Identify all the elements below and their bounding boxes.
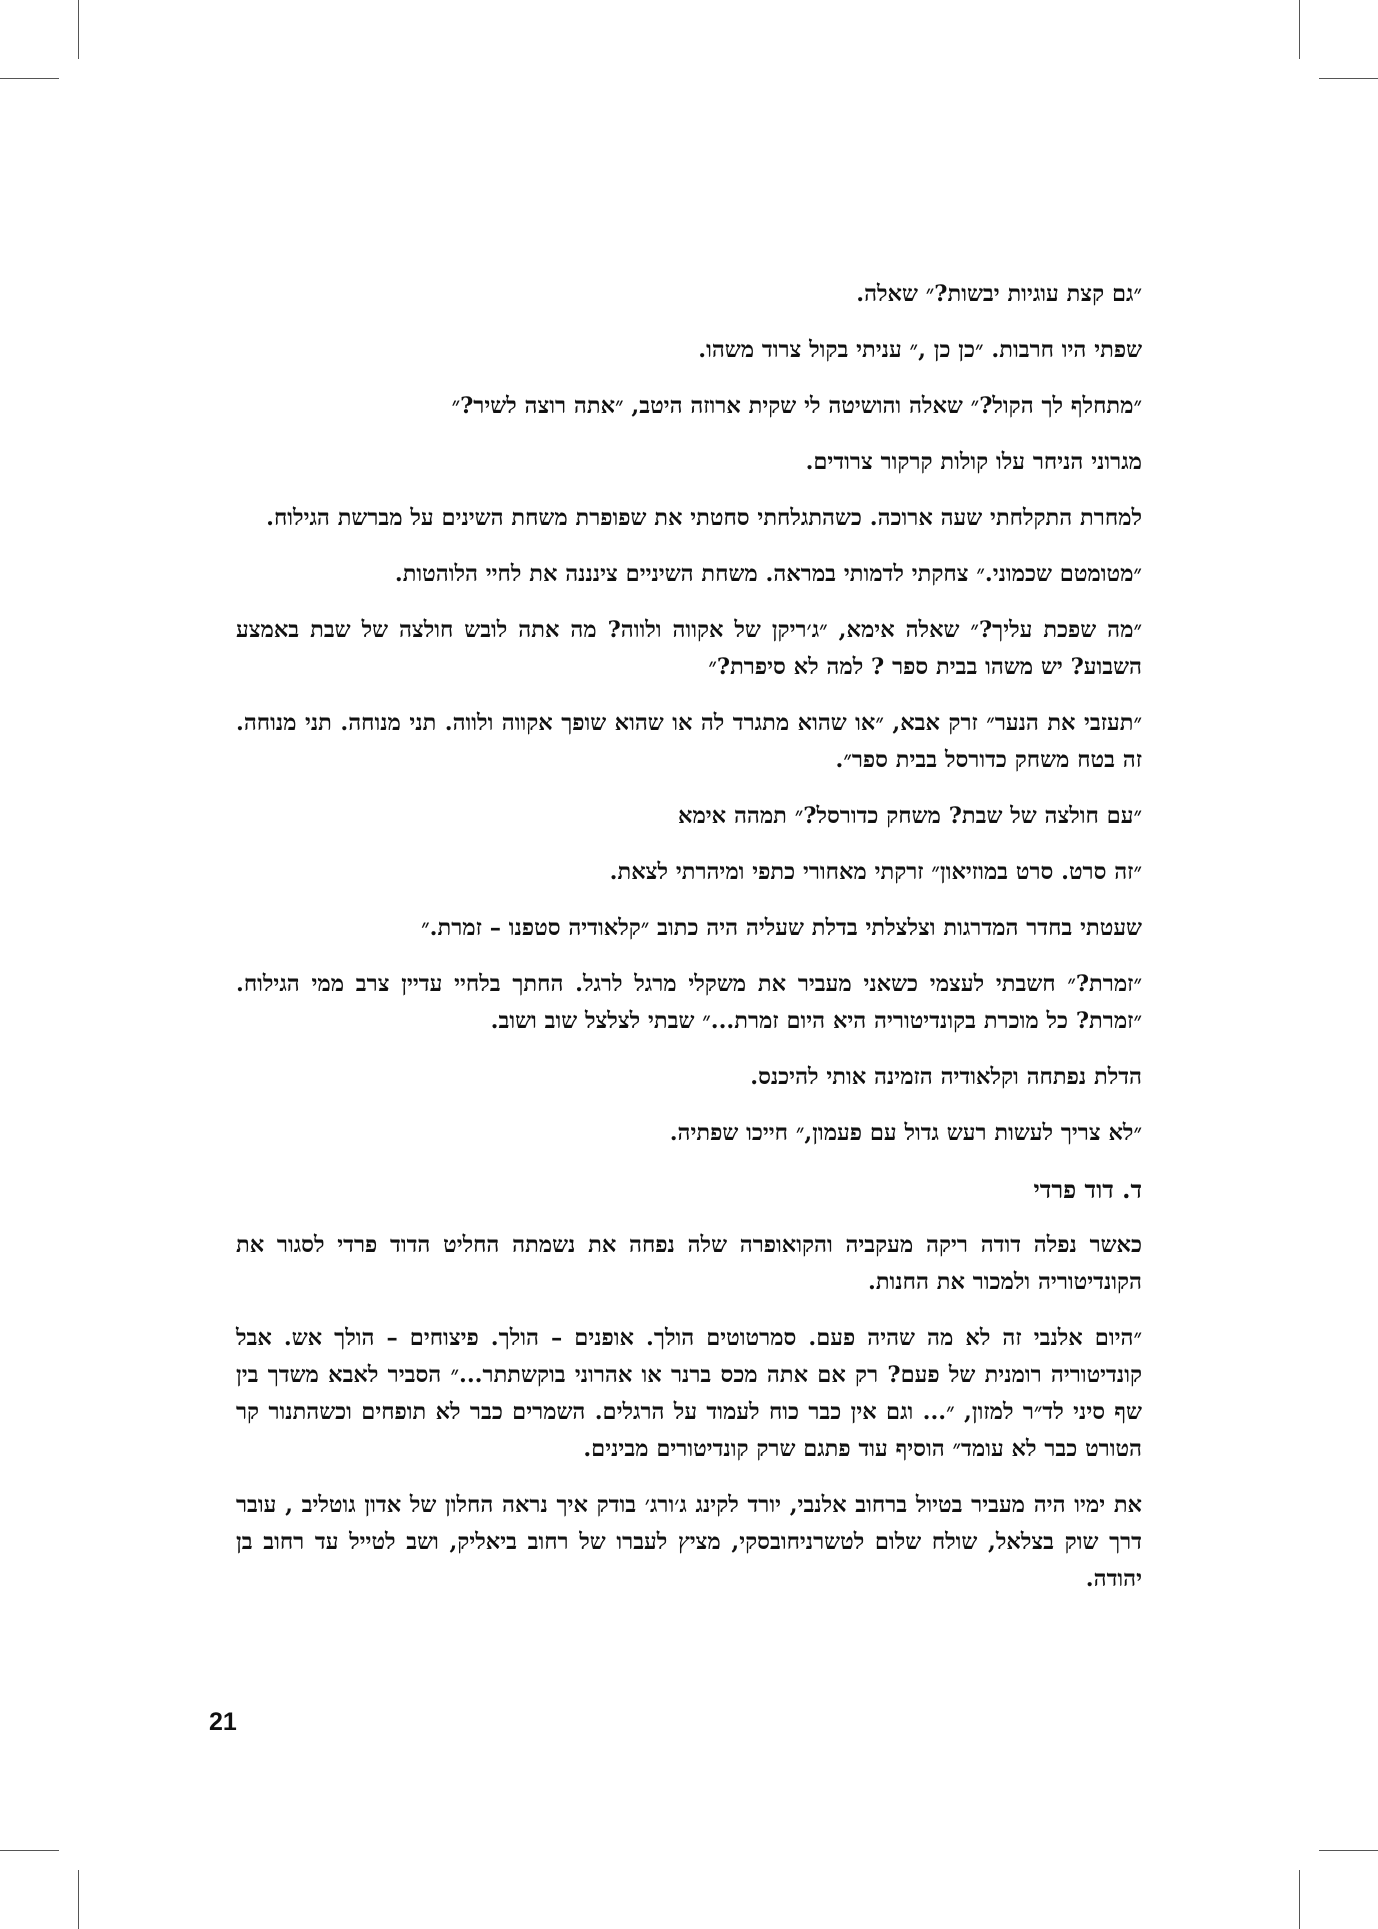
section-heading: ד. דוד פרדי: [1033, 1175, 1142, 1204]
page-number: 21: [209, 1708, 237, 1736]
paragraph: את ימיו היה מעביר בטיול ברחוב אלנבי, יורד לקינג ג׳ורג׳ בודק איך נראה החלון של אדון גוטליב , עובר דרך שוק בצלאל, שולח שלום לטשרניחובסקי, מציץ לעברו של רחוב ביאליק, ושב לטייל עד רחוב בן יהודה.: [236, 1492, 1142, 1592]
crop-mark-top-right: [1299, 0, 1300, 59]
paragraph: הדלת נפתחה וקלאודיה הזמינה אותי להיכנס.: [750, 1064, 1142, 1090]
paragraph: למחרת התקלחתי שעה ארוכה. כשהתגלחתי סחטתי את שפופרת משחת השינים על מברשת הגילוח.: [266, 505, 1142, 531]
paragraph: ״תעזבי את הנער״ זרק אבא, ״או שהוא מתגרד לה או שהוא שופך אקווה ולווה. תני מנוחה. תני מנוחה. זה בטח משחק כדורסל בבית ספר״.: [236, 710, 1142, 773]
paragraph: כאשר נפלה דודה ריקה מעקביה והקואופרה שלה נפחה את נשמתה החליט הדוד פרדי לסגור את הקונדיטוריה ולמכור את החנות.: [236, 1232, 1142, 1295]
crop-mark-bottom-left: [78, 1870, 79, 1929]
paragraph: ״זה סרט. סרט במוזיאון״ זרקתי מאחורי כתפי ומיהרתי לצאת.: [609, 859, 1142, 885]
paragraph: מגרוני הניחר עלו קולות קרקור צרודים.: [805, 449, 1142, 475]
paragraph: ״גם קצת עוגיות יבשות?״ שאלה.: [856, 281, 1142, 307]
crop-mark-top-left: [78, 0, 79, 59]
paragraph: ״לא צריך לעשות רעש גדול עם פעמון,״ חייכו שפתיה.: [669, 1120, 1142, 1146]
paragraph: ״מתחלף לך הקול?״ שאלה והושיטה לי שקית ארוזה היטב, ״אתה רוצה לשיר?״: [451, 393, 1142, 419]
paragraph: ״היום אלנבי זה לא מה שהיה פעם. סמרטוטים הולך. אופנים – הולך. פיצוחים – הולך אש. אבל קונדיטוריה רומנית של פעם? רק אם אתה מכס ברנר או אהרוני בוקשתתר...״ הסביר לאבא משדך בין שף סיני לד״ר למזון, ״... וגם אין כבר כוח לעמוד על הרגלים. השמרים כבר לא תופחים וכשהתנור קר הטורט כבר לא עומד״ הוסיף עוד פתגם שרק קונדיטורים מבינים.: [236, 1325, 1142, 1462]
crop-mark-top-right-h: [1319, 78, 1378, 79]
crop-mark-bottom-right-h: [1319, 1850, 1378, 1851]
paragraph: ״מה שפכת עליך?״ שאלה אימא, ״ג׳ריקן של אקווה ולווה? מה אתה לובש חולצה של שבת באמצע השבוע? יש משהו בבית ספר ? למה לא סיפרת?״: [236, 617, 1142, 680]
paragraph: ״זמרת?״ חשבתי לעצמי כשאני מעביר את משקלי מרגל לרגל. החתך בלחיי עדיין צרב ממי הגילוח. ״זמרת? כל מוכרת בקונדיטוריה היא היום זמרת...״ שבתי לצלצל שוב ושוב.: [236, 971, 1142, 1034]
paragraph: שעטתי בחדר המדרגות וצלצלתי בדלת שעליה היה כתוב ״קלאודיה סטפנו – זמרת.״: [421, 915, 1142, 941]
crop-mark-top-left-h: [0, 78, 59, 79]
paragraph: ״מטומטם שכמוני.״ צחקתי לדמותי במראה. משחת השיניים צינננה את לחיי הלוהטות.: [394, 561, 1142, 587]
crop-mark-bottom-right: [1299, 1870, 1300, 1929]
paragraph: שפתי היו חרבות. ״כן כן ,״ עניתי בקול צרוד משהו.: [698, 337, 1142, 363]
crop-mark-bottom-left-h: [0, 1850, 59, 1851]
paragraph: ״עם חולצה של שבת? משחק כדורסל?״ תמהה אימא: [678, 803, 1142, 829]
body-text: [236, 276, 1142, 1617]
